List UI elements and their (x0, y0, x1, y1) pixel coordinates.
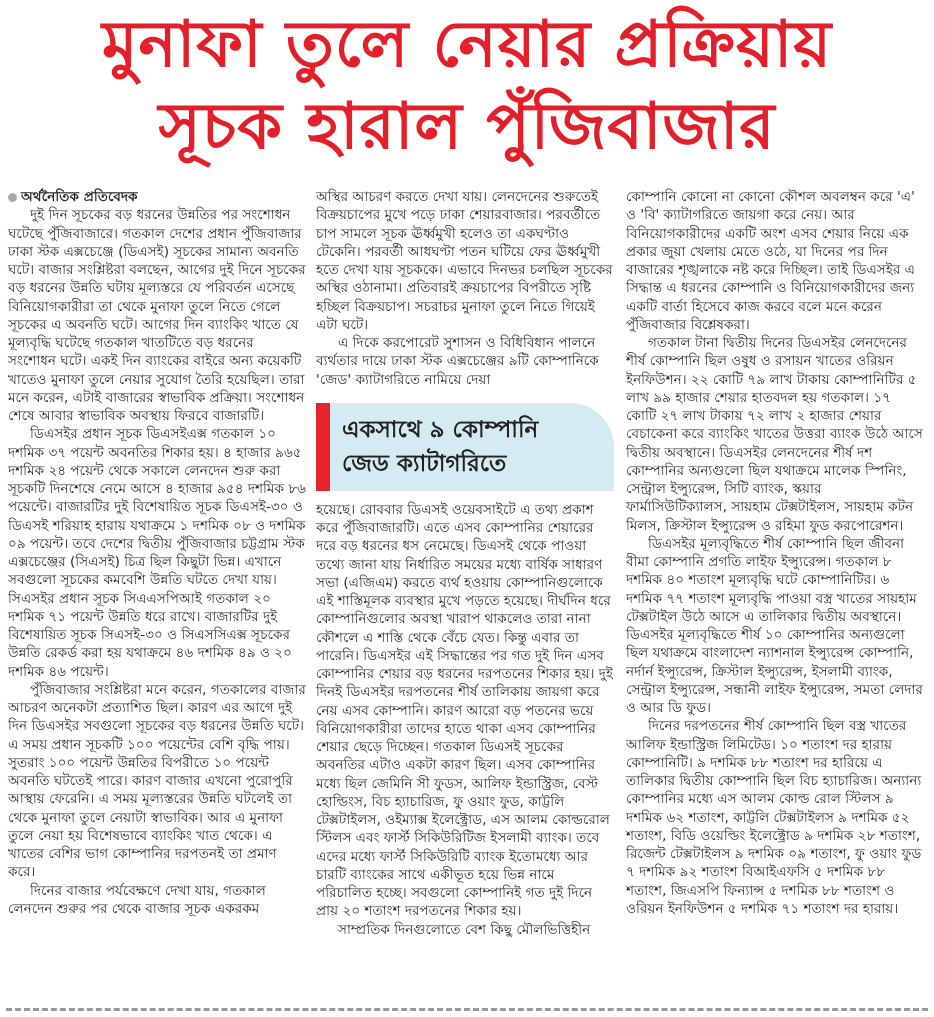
bullet-icon (8, 193, 17, 202)
callout-accent-bar (316, 403, 330, 491)
headline (0, 4, 934, 168)
paragraph-continued: অস্থির আচরণ করতে দেখা যায়। লেনদেনের শুরুতেই বিক্রয়চাপের মুখে পড়ে ঢাকা শেয়ারবাজার। পরবর্তীতে চাপ সামলে সূচক ঊর্ধ্বমুখী হলেও তা একঘণ্টাও টেকেনি। পরবর্তী আধঘণ্টা পতন ঘটিয়ে ফের ঊর্ধ্বমুখী হতে দেখা যায় সূচককে। এভাবে দিনভর চলছিল সূচকের অস্থির ওঠানামা। প্রতিবারই ক্রয়চাপের বিপরীতে সৃষ্টি হচ্ছিল বিক্রয়চাপ। সচরাচর মুনাফা তুলে নিতে গিয়েই এটা ঘটে। (316, 189, 613, 333)
paragraph: এ দিকে করপোরেট সুশাসন ও বিধিবিধান পালনে ব্যর্থতার দায়ে ঢাকা স্টক এক্সচেঞ্জের ৯টি কোম্পানিকে 'জেড' ক্যাটাগরিতে নামিয়ে দেয়া (316, 335, 599, 388)
article-column-2 (316, 188, 614, 939)
paragraph: গতকাল টানা দ্বিতীয় দিনের ডিএসইর লেনদেনের শীর্ষ কোম্পানি ছিল ওষুধ ও রসায়ন খাতের ওরিয়ন ইনফিউশন। ২২ কোটি ৭৯ লাখ টাকায় কোম্পানিটির ৫ লাখ ৯৯ হাজার শেয়ার হাতবদল হয় গতকাল। ১৭ কোটি ২৭ লাখ টাকায় ৭২ লাখ ২ হাজার শেয়ার বেচাকেনা করে ব্যাংকিং খাতের উত্তরা ব্যাংক উঠে আসে দ্বিতীয় অবস্থানে। ডিএসইর লেনদেনের শীর্ষ দশ কোম্পানির অন্যগুলো ছিল যথাক্রমে মালেক স্পিনিং, সেন্ট্রাল ইন্স্যুরেন্স, সিটি ব্যাংক, স্কয়ার ফার্মাসিউটিক্যালস, সায়হাম টেক্সটাইলস, সায়হাম কটন মিলস, ক্রিস্টাল ইন্স্যুরেন্স ও রহিমা ফুড করপোরেশন। (626, 335, 923, 534)
paragraph: দিনের বাজার পর্যবেক্ষণে দেখা যায়, গতকাল লেনদেন শুরুর পর থেকে বাজার সূচক একরকম (8, 882, 266, 917)
paragraph: দুই দিন সূচকের বড় ধরনের উন্নতির পর সংশোধন ঘটেছে পুঁজিবাজারে। গতকাল দেশের প্রধান পুঁজিবাজার ঢাকা স্টক এক্সচেঞ্জে (ডিএসই) সূচকের সামান্য অবনতি ঘটে। বাজার সংশ্লিষ্টরা বলছেন, আগের দুই দিনে সূচকের বড় ধরনের উন্নতি ঘটায় মূল্যস্তরে যে পরিবর্তন এসেছে বিনিয়োগকারীরা তা থেকে মুনাফা তুলে নিতে গেলে সূচকের এ অবনতি ঘটে। আগের দিন ব্যাংকিং খাতে যে মূল্যবৃদ্ধি ঘটেছে গতকাল খাতটিতে বড় ধরনের সংশোধন ঘটে। একই দিন ব্যাংকের বাইরে অন্য কয়েকটি খাতেও মুনাফা তুলে নেয়ার সুযোগ তৈরি হয়েছিল। তারা মনে করেন, এটাই বাজারের স্বাভাবিক প্রক্রিয়া। সংশোধন শেষে আবার স্বাভাবিক অবস্থায় ফিরবে বাজারটি। (8, 207, 306, 424)
article-column-3 (626, 188, 924, 918)
paragraph-continued: হয়েছে। রোববার ডিএসই ওয়েবসাইটে এ তথ্য প্রকাশ করে পুঁজিবাজারটি। এতে এসব কোম্পানির শেয়ারের দরে বড় ধরনের ধস নেমেছে। ডিএসই থেকে পাওয়া তথ্যে জানা যায় নির্ধারিত সময়ের মধ্যে বার্ষিক সাধারণ সভা (এজিএম) করতে ব্যর্থ হওয়ায় কোম্পানিগুলোকে এই শাস্তিমূলক ব্যবস্থার মুখে পড়তে হয়েছে। দীর্ঘদিন ধরে কোম্পানিগুলোর অবস্থা খারাপ থাকলেও তারা নানা কৌশলে এ শাস্তি থেকে বেঁচে যেত। কিন্তু এবার তা পারেনি। ডিএসইর এই সিদ্ধান্তের পর গত দুই দিন এসব কোম্পানির শেয়ার বড় ধরনের দরপতনের শিকার হয়। দুই দিনই ডিএসইর দরপতনের শীর্ষ তালিকায় জায়গা করে নেয় এসব কোম্পানি। কারণ আরো বড় পতনের ভয়ে বিনিয়োগকারীরা তাদের হাতে থাকা এসব কোম্পানির শেয়ার ছেড়ে দিচ্ছেন। গতকাল ডিএসই সূচকের অবনতির এটাও একটা কারণ ছিল। এসব কোম্পানির মধ্যে ছিল জেমিনি সী ফুডস, আলিফ ইন্ডাস্ট্রিজ, বেস্ট হোল্ডিংস, বিচ হ্যাচারিজ, ফু ওয়াং ফুড, কাট্টলি টেক্সটাইলস, ওইম্যাক্স ইলেক্ট্রোড, এস আলম কোল্ডরোল স্টিলস এবং ফার্স্ট সিকিউরিটিজ ইসলামী ব্যাংক। তবে এদের মধ্যে ফার্স্ট সিকিউরিটি ব্যাংক ইতোমধ্যে আর চারটি ব্যাংকের সাথে একীভূত হয়ে ভিন্ন নামে পরিচালিত হচ্ছে। সবগুলো কোম্পানিই গত দুই দিনে প্রায় ২০ শতাংশ দরপতনের শিকার হয়। (316, 501, 613, 920)
headline-line-2: সূচক হারাল পুঁজিবাজার (158, 90, 776, 164)
paragraph-continued: কোম্পানি কোনো না কোনো কৌশল অবলম্বন করে 'এ' ও 'বি' ক্যাটাগরিতে জায়গা করে নেয়। আর বিনিয়োগকারীদের একটি অংশ এসব শেয়ার নিয়ে এক প্রকার জুয়া খেলায় মেতে ওঠে, যা দিনের পর দিন বাজারের শৃঙ্খলাকে নষ্ট করে দিচ্ছিল। তাই ডিএসইর এ সিদ্ধান্ত এ ধরনের কোম্পানি ও বিনিয়োগকারীদের জন্য একটি বার্তা হিসেবে কাজ করবে বলে মনে করেন পুঁজিবাজার বিশ্লেষকরা। (626, 189, 915, 333)
byline-text: অর্থনৈতিক প্রতিবেদক (21, 189, 138, 205)
paragraph: ডিএসইর মূল্যবৃদ্ধিতে শীর্ষ কোম্পানি ছিল জীবনা বীমা কোম্পানি প্রগতি লাইফ ইন্স্যুরেন্স। গতকাল ৮ দশমিক ৪০ শতাংশ মূল্যবৃদ্ধি ঘটে কোম্পানিটির। ৬ দশমিক ৭৭ শতাংশ মূল্যবৃদ্ধি পাওয়া বস্ত্র খাতের সায়হাম টেক্সটাইল উঠে আসে এ তালিকার দ্বিতীয় অবস্থানে। ডিএসইর মূল্যবৃদ্ধিতে শীর্ষ ১০ কোম্পানির অন্যগুলো ছিল যথাক্রমে বাংলাদেশ ন্যাশনাল ইন্স্যুরেন্স কোম্পানি, নর্দার্ন ইন্স্যুরেন্স, ক্রিস্টাল ইন্স্যুরেন্স, ইসলামী ব্যাংক, সেন্ট্রাল ইন্স্যুরেন্স, সন্ধানী লাইফ ইন্স্যুরেন্স, সমতা লেদার ও আর ডি ফুড। (626, 535, 923, 716)
callout-line-1: একসাথে ৯ কোম্পানি (342, 416, 539, 443)
paragraph: পুঁজিবাজার সংশ্লিষ্টরা মনে করেন, গতকালের বাজার আচরণ অনেকটা প্রত্যাশিত ছিল। কারণ এর আগে দুই দিন ডিএসইর সবগুলো সূচকের বড় ধরনের উন্নতি ঘটে। এ সময় প্রধান সূচকটি ১০০ পয়েন্টের বেশি বৃদ্ধি পায়। সুতরাং ১০০ পয়েন্ট উন্নতির বিপরীতে ১০ পয়েন্ট অবনতি ঘটতেই পারে। কারণ বাজার এখনো পুরোপুরি আস্থায় ফেরেনি। এ সময় মূল্যস্তরের উন্নতি ঘটলেই তা থেকে মুনাফা তুলে নেয়াটা স্বাভাবিক। আর এ মুনাফা তুলে নেয়া হয় বিশেষভাবে ব্যাংকিং খাত থেকে। এ খাতের বেশির ভাগ কোম্পানির দরপতনই তা প্রমাণ করে। (8, 681, 306, 881)
callout-line-2: জেড ক্যাটাগরিতে (342, 450, 507, 477)
article-column-1 (8, 188, 306, 918)
bottom-dashed-divider (6, 1008, 928, 1011)
byline (8, 188, 306, 206)
paragraph: ডিএসইর প্রধান সূচক ডিএসইএক্স গতকাল ১০ দশমিক ৩৭ পয়েন্ট অবনতির শিকার হয়। ৪ হাজার ৯৬৫ দশমিক ২৪ পয়েন্ট থেকে সকালে লেনদেন শুরু করা সূচকটি দিনশেষে নেমে আসে ৪ হাজার ৯৫৪ দশমিক ৮৬ পয়েন্টে। বাজারটির দুই বিশেষায়িত সূচক ডিএসই-৩০ ও ডিএসই শরিয়াহ হারায় যথাক্রমে ১ দশমিক ০৮ ও দশমিক ০৯ পয়েন্ট। তবে দেশের দ্বিতীয় পুঁজিবাজার চট্টগ্রাম স্টক এক্সচেঞ্জের (সিএসই) চিত্র ছিল কিছুটা ভিন্ন। এখানে সবগুলো সূচকের কমবেশি উন্নতি ঘটতে দেখা যায়। সিএসইর প্রধান সূচক সিএএসপিআই গতকাল ২০ দশমিক ৭১ পয়েন্ট উন্নতি ধরে রাখে। বাজারটির দুই বিশেষায়িত সূচক সিএসই-৩০ ও সিএসসিএক্স সূচকের উন্নতি রেকর্ড করা হয় যথাক্রমে ৪৬ দশমিক ৪৯ ও ২০ দশমিক ৪৬ পয়েন্ট। (8, 426, 306, 680)
headline-line-1: মুনাফা তুলে নেয়ার প্রক্রিয়ায় (101, 8, 833, 82)
subheading-callout (316, 403, 614, 491)
paragraph: দিনের দরপতনের শীর্ষ কোম্পানি ছিল বস্ত্র খাতের আলিফ ইন্ডাস্ট্রিজ লিমিটেড। ১০ শতাংশ দর হারায় কোম্পানিটি। ৯ দশমিক ৮৮ শতাংশ দর হারিয়ে এ তালিকার দ্বিতীয় কোম্পানি ছিল বিচ হ্যাচারিজ। অন্যান্য কোম্পানির মধ্যে এস আলম কোল্ড রোল স্টিলস ৯ দশমিক ৬২ শতাংশ, কাট্টলি টেক্সটাইলস ৯ দশমিক ৫২ শতাংশ, বিডি ওয়েল্ডিং ইলেক্ট্রোড ৯ দশমিক ২৮ শতাংশ, রিজেন্ট টেক্সটাইলস ৯ দশমিক ০৯ শতাংশ, ফু ওয়াং ফুড ৭ দশমিক ৯২ শতাংশ বিআইএফসি ৫ দশমিক ৮৮ শতাংশ, জিএসপি ফিন্যান্স ৫ দশমিক ৮৮ শতাংশ ও ওরিয়ন ইনফিউশন ৫ দশমিক ৭১ শতাংশ দর হারায়। (626, 718, 922, 917)
paragraph: সাম্প্রতিক দিনগুলোতে বেশ কিছু মৌলভিত্তিহীন (338, 921, 591, 938)
